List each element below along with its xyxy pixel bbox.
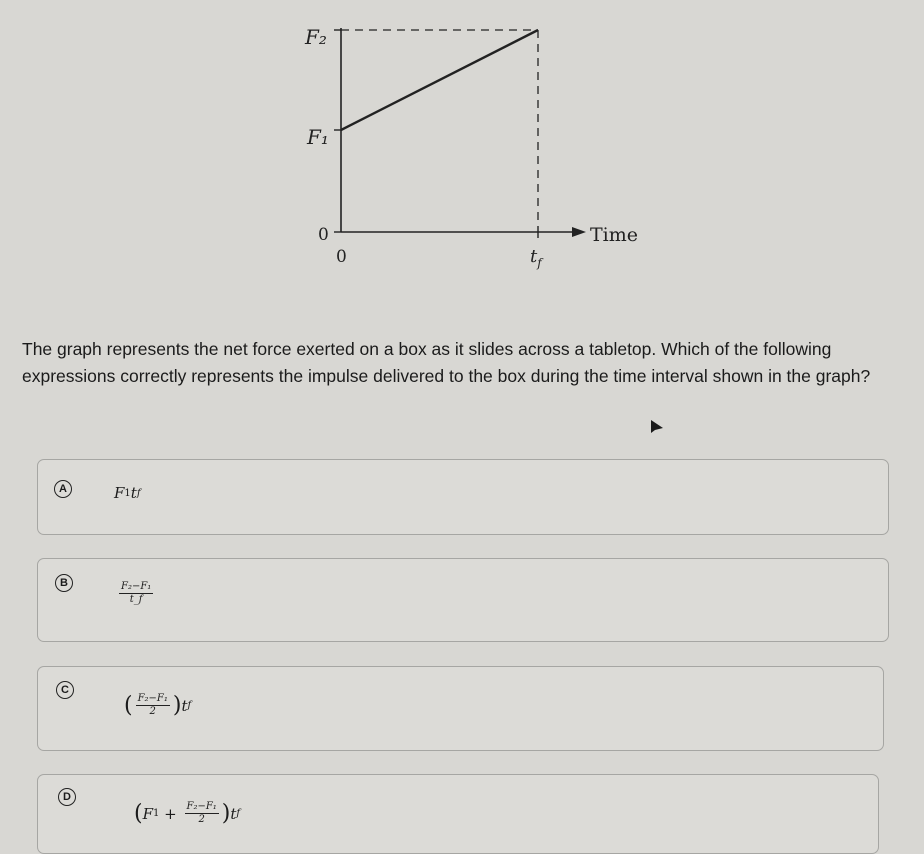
x-axis-arrow-icon — [572, 227, 586, 237]
option-c[interactable] — [37, 666, 884, 751]
option-d-expression: ( F 1 + $\frac{\text{F₂−F₁}}{2}$ ) t f — [134, 800, 241, 826]
option-b-expression — [116, 581, 156, 606]
y-label-top: F₂ — [305, 25, 327, 49]
x-label-origin: 0 — [336, 247, 347, 267]
x-label-end: $t_f$ — [530, 246, 542, 270]
mouse-cursor-icon — [650, 419, 666, 439]
option-a-expression: F 1 t f — [114, 484, 141, 502]
x-axis-label: Time — [590, 224, 639, 246]
y-label-middle: F₁ — [307, 125, 329, 149]
option-a[interactable] — [37, 459, 889, 535]
option-c-expression: ( $\frac{\text{F₂−F₁}}{2}$ ) t f — [124, 692, 192, 718]
option-letter-badge: B — [55, 574, 73, 592]
fraction: $\frac{\text{F₂−F₁}}{t\_f}$ — [121, 581, 152, 605]
option-letter-badge: D — [58, 788, 76, 806]
fraction: $\frac{\text{F₂−F₁}}{2}$ — [137, 693, 168, 717]
option-letter-badge: A — [54, 480, 72, 498]
force-line — [341, 30, 538, 130]
force-time-graph — [0, 0, 924, 330]
fraction: $\frac{\text{F₂−F₁}}{2}$ — [186, 801, 217, 825]
option-d[interactable] — [37, 774, 879, 854]
option-letter-badge: C — [56, 681, 74, 699]
option-b[interactable] — [37, 558, 889, 642]
y-label-origin: 0 — [318, 225, 329, 245]
question-text: The graph represents the net force exerted on a box as it slides across a tabletop. Which of the following expressions correctly represents the impulse delivered to the box during the time interval shown in the graph? — [22, 339, 871, 386]
